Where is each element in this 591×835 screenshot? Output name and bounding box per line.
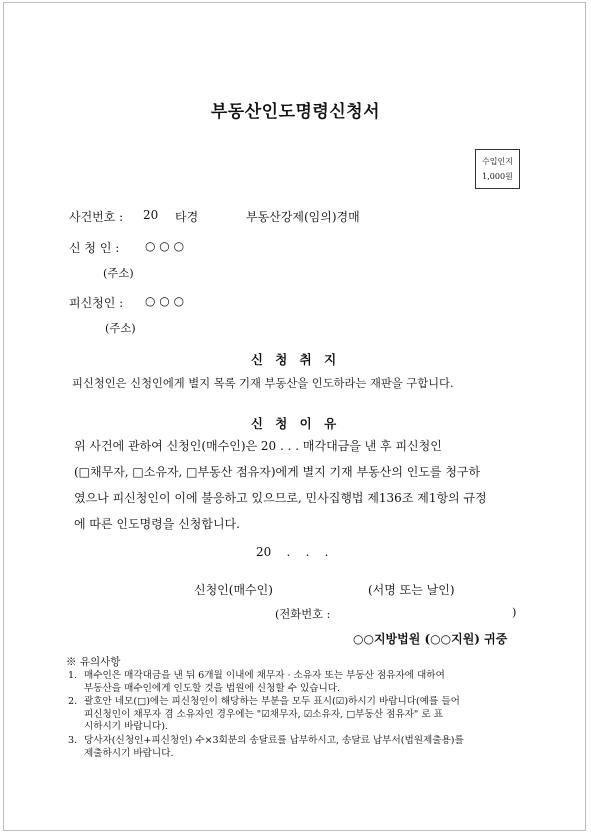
revenue-stamp-box: [475, 149, 520, 189]
signature-applicant-label: 신청인(매수인): [194, 583, 273, 597]
note-line: 당사자(신청인+피신청인) 수×3회분의 송달료를 납부하시고, 송달료 납부서(법원제출용)를: [84, 735, 464, 746]
stamp-amount: 1,000원: [482, 172, 513, 181]
applicant-address: (주소): [103, 267, 134, 280]
case-year: 20: [143, 208, 159, 222]
note-line: 피신청인이 채무자 겸 소유자인 경우에는 "☑채무자, ☑소유자, □부동산 점유자" 로 표: [84, 708, 443, 720]
reason-paragraph: [74, 433, 534, 537]
document-page: [3, 2, 586, 831]
note-number: 3.: [68, 735, 78, 746]
respondent-label: 피신청인 :: [69, 296, 124, 310]
document-title: 부동산인도명령신청서: [210, 102, 381, 122]
phone-close: ): [512, 606, 517, 619]
note-line: 매수인은 매각대금을 낸 뒤 6개월 이내에 채무자 · 소유자 또는 부동산 점유자에 대하여: [84, 670, 445, 681]
note-item: [84, 696, 460, 734]
purpose-heading: 신 청 취 지: [250, 352, 341, 367]
note-line: 시하시기 바랍니다).: [84, 721, 168, 732]
respondent-name: ○ ○ ○: [145, 294, 185, 308]
stamp-label: 수입인지: [482, 157, 513, 166]
note-line: 괄호안 네모(□)에는 피신청인이 해당하는 부분을 모두 표시(☑)하시기 바랍니다(예를 들어: [84, 696, 460, 707]
phone-label: (전화번호 :: [275, 608, 331, 621]
note-item: [84, 670, 445, 695]
reason-line: 에 따른 인도명령을 신청합니다.: [74, 517, 240, 531]
case-name: 부동산강제(임의)경매: [246, 210, 360, 224]
note-item: [84, 735, 464, 760]
reason-heading: 신 청 이 유: [250, 416, 341, 431]
signature-seal-label: (서명 또는 날인): [368, 583, 455, 597]
reason-line: 위 사건에 관하여 신청인(매수인)은 20 . . . 매각대금을 낸 후 피신청인: [74, 439, 442, 453]
case-number-label: 사건번호 :: [69, 210, 124, 224]
note-line: 부동산을 매수인에게 인도할 것을 법원에 신청할 수 있습니다.: [84, 682, 341, 694]
applicant-name: ○ ○ ○: [145, 239, 185, 253]
notes-title: ※ 유의사항: [66, 656, 121, 668]
reason-line: (□채무자, □소유자, □부동산 점유자)에게 별지 기재 부동산의 인도를 청구하: [74, 465, 481, 479]
application-date: 20 . . .: [256, 545, 329, 559]
note-line: 제출하시기 바랍니다.: [84, 747, 174, 759]
note-number: 1.: [68, 670, 78, 681]
court-addressee: ○○지방법원 (○○지원) 귀중: [353, 632, 508, 646]
applicant-label: 신 청 인 :: [69, 241, 120, 255]
purpose-text: 피신청인은 신청인에게 별지 목록 기재 부동산을 인도하라는 재판을 구합니다.: [72, 377, 454, 390]
respondent-address: (주소): [105, 322, 136, 335]
case-type: 타경: [175, 210, 199, 224]
note-number: 2.: [68, 696, 78, 707]
reason-line: 였으나 피신청인이 이에 불응하고 있으므로, 민사집행법 제136조 제1항의 규정: [74, 491, 487, 505]
